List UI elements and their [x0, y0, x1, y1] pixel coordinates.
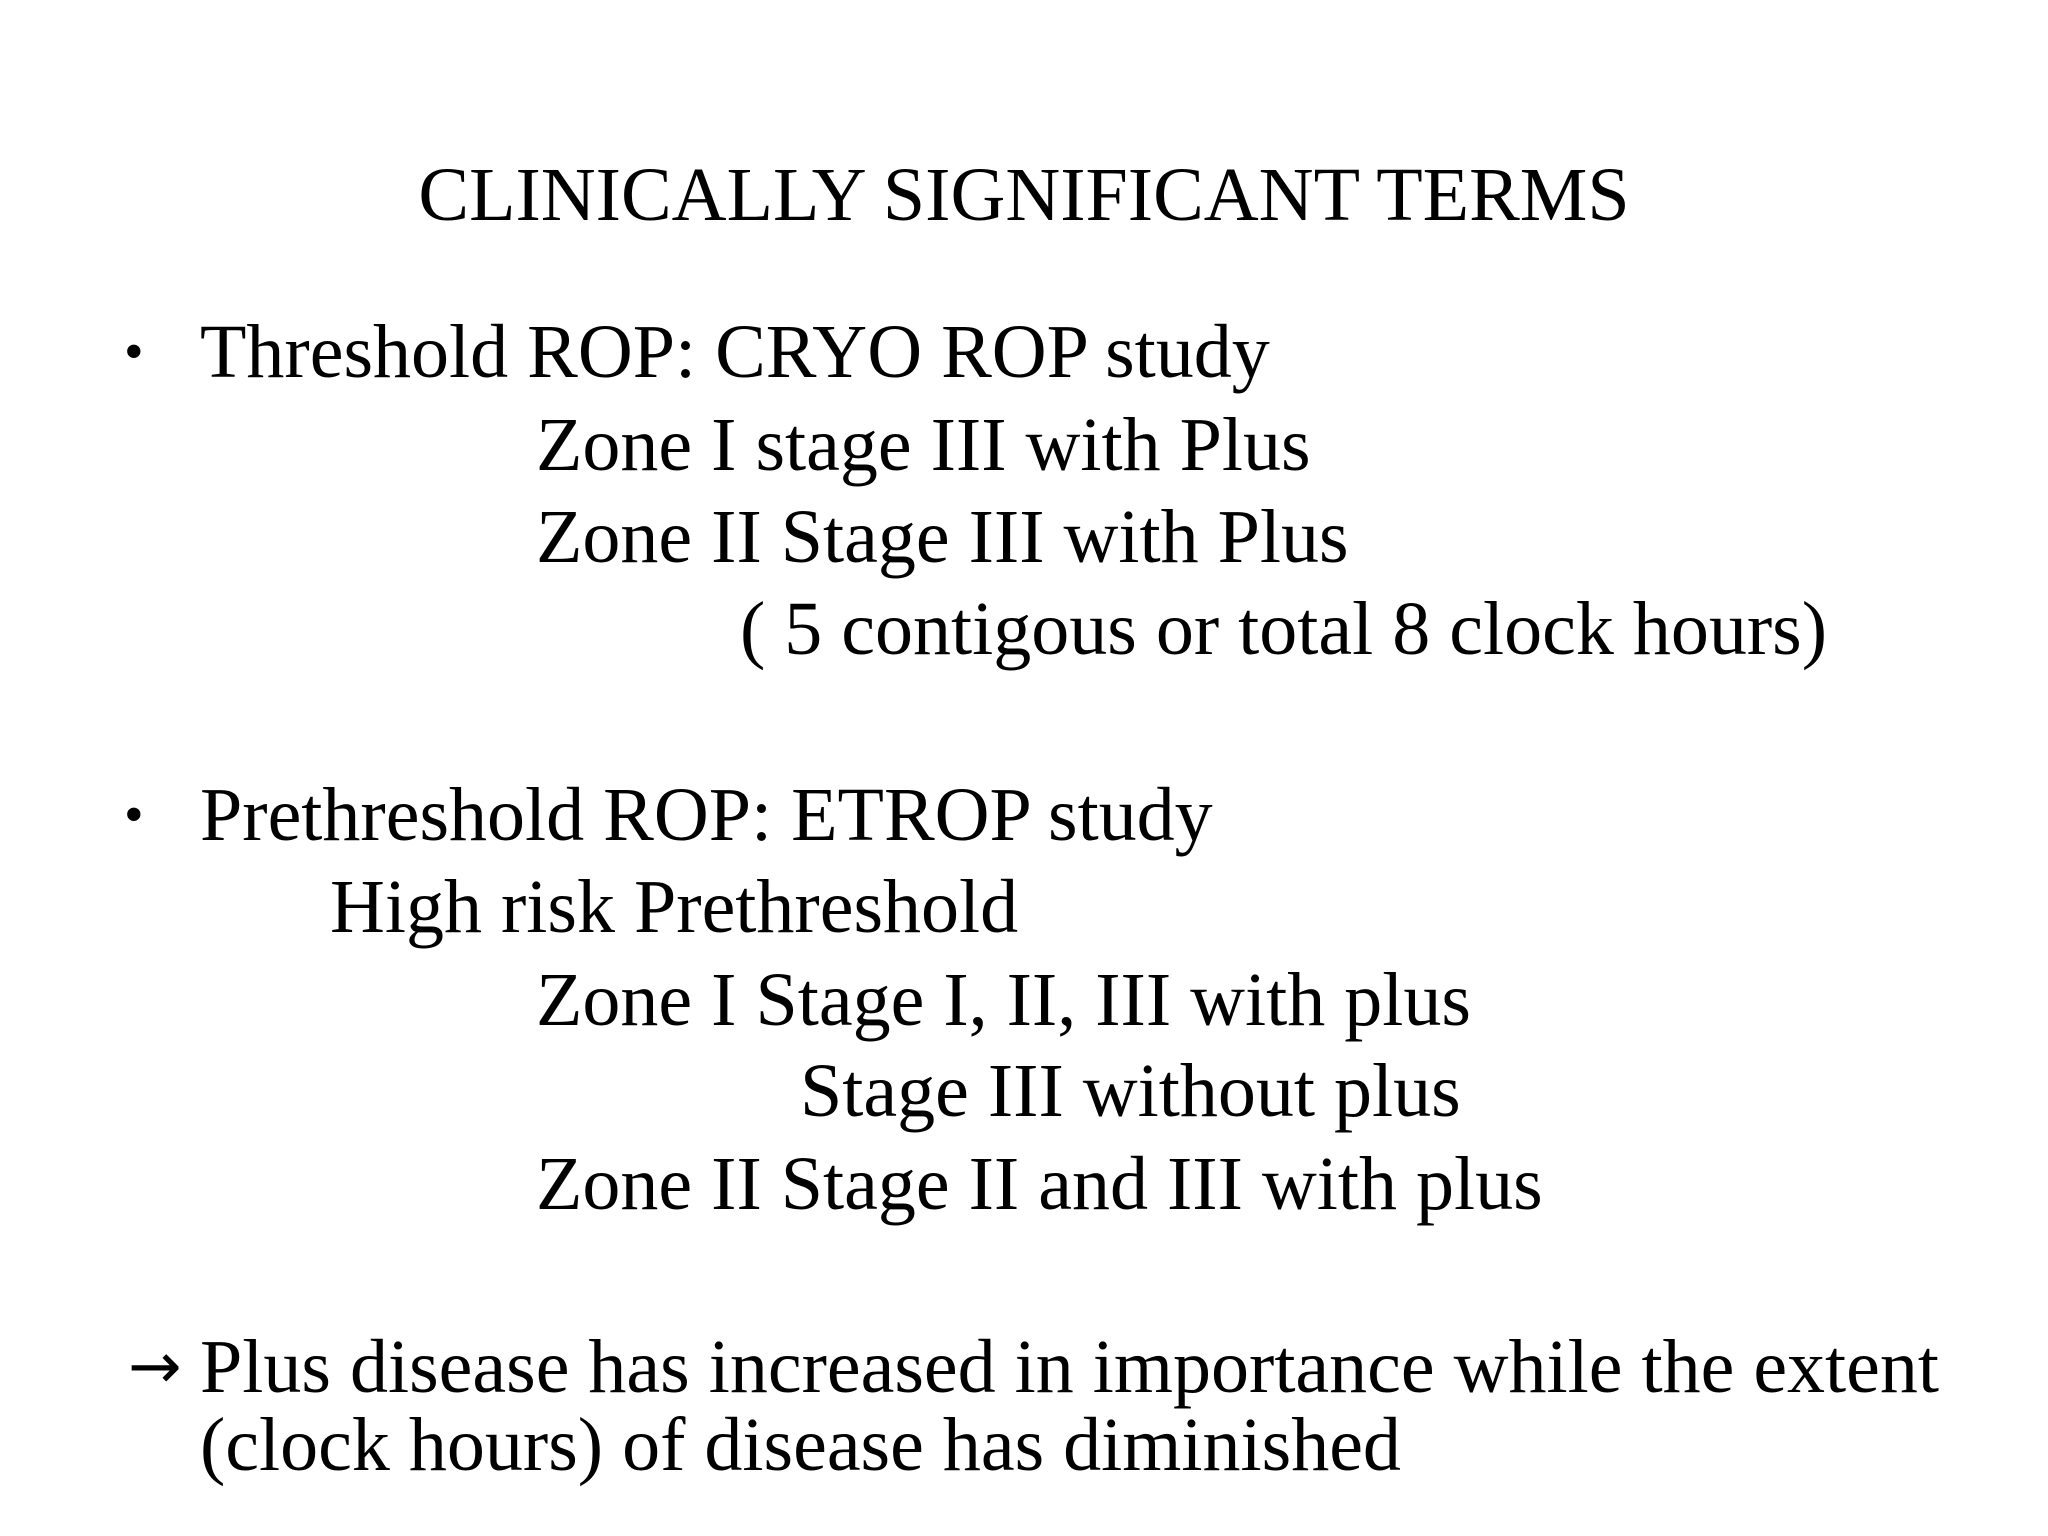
- prethreshold-heading: Prethreshold ROP: ETROP study: [200, 773, 1213, 857]
- slide-title: CLINICALLY SIGNIFICANT TERMS: [418, 153, 1630, 237]
- threshold-heading: Threshold ROP: CRYO ROP study: [200, 310, 1270, 394]
- prethreshold-zone1-a: Zone I Stage I, II, III with plus: [536, 958, 1471, 1042]
- prethreshold-zone2: Zone II Stage II and III with plus: [536, 1142, 1543, 1226]
- arrow-icon: →: [128, 1330, 182, 1404]
- threshold-zone1: Zone I stage III with Plus: [536, 403, 1311, 487]
- note-line-1: Plus disease has increased in importance while the extent: [200, 1325, 1940, 1409]
- prethreshold-high-risk: High risk Prethreshold: [330, 865, 1019, 949]
- prethreshold-zone1-b: Stage III without plus: [800, 1049, 1461, 1133]
- note-line-2: (clock hours) of disease has diminished: [200, 1403, 1401, 1487]
- threshold-zone2: Zone II Stage III with Plus: [536, 495, 1349, 579]
- bullet-prethreshold: •: [124, 784, 144, 846]
- bullet-threshold: •: [124, 321, 144, 383]
- threshold-clock-hours: ( 5 contigous or total 8 clock hours): [740, 587, 1828, 671]
